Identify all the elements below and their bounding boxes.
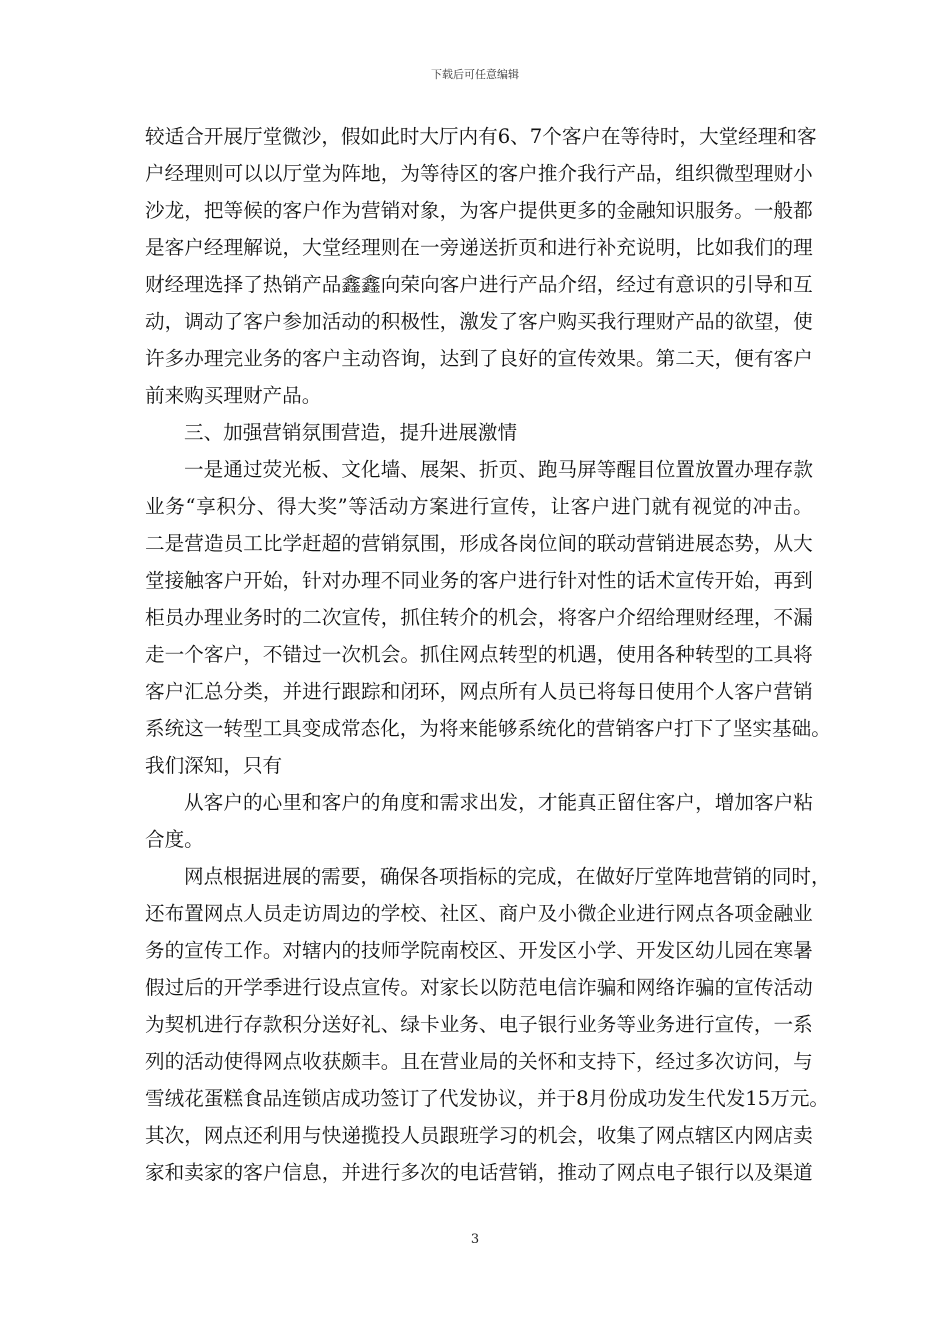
text-line: 雪 绒 花 蛋 糕 食 品 连 锁 店 成 功 签 订 了 代 发 协 议 ， 并 于 8 月 份 成 功 发 生 代 发 1 5 万 元 。 — [145, 1087, 829, 1110]
text-line: 网 点 根 据 进 展 的 需 要 ， 确 保 各 项 指 标 的 完 成 ， 在 做 好 厅 堂 阵 地 营 销 的 同 时 ， — [184, 865, 831, 888]
text-line: 堂 接 触 客 户 开 始 ， 针 对 办 理 不 同 业 务 的 客 户 进 行 针 对 性 的 话 术 宣 传 开 始 ， 再 到 — [145, 569, 813, 592]
text-line: 系 统 这 一 转 型 工 具 变 成 常 态 化 ， 为 将 来 能 够 系 统 化 的 营 销 客 户 打 下 了 坚 实 基 础 。 — [145, 717, 831, 740]
text-line: 三、加强营销氛围营造，提升进展激情 — [184, 421, 518, 444]
text-line: 沙 龙 ， 把 等 候 的 客 户 作 为 营 销 对 象 ， 为 客 户 提 供 更 多 的 金 融 知 识 服 务 。 一 般 都 — [145, 199, 813, 222]
document-body — [145, 118, 831, 1191]
text-line: 是 客 户 经 理 解 说 ， 大 堂 经 理 则 在 一 旁 递 送 折 页 和 进 行 补 充 说 明 ， 比 如 我 们 的 理 — [145, 236, 813, 259]
text-line: 合度。 — [145, 828, 204, 851]
text-line: 许 多 办 理 完 业 务 的 客 户 主 动 咨 询 ， 达 到 了 良 好 的 宣 传 效 果 。 第 二 天 ， 便 有 客 户 — [145, 347, 813, 370]
text-line: 客 户 汇 总 分 类 ， 并 进 行 跟 踪 和 闭 环 ， 网 点 所 有 人 员 已 将 每 日 使 用 个 人 客 户 营 销 — [145, 680, 813, 703]
text-line: 务 的 宣 传 工 作 。 对 辖 内 的 技 师 学 院 南 校 区 、 开 发 区 小 学 、 开 发 区 幼 儿 园 在 寒 暑 — [145, 939, 813, 962]
page-header: 下载后可任意编辑 — [431, 68, 519, 81]
text-line: 假 过 后 的 开 学 季 进 行 设 点 宣 传 。 对 家 长 以 防 范 电 信 诈 骗 和 网 络 诈 骗 的 宣 传 活 动 — [145, 976, 813, 999]
text-line: 走 一 个 客 户 ， 不 错 过 一 次 机 会 。 抓 住 网 点 转 型 的 机 遇 ， 使 用 各 种 转 型 的 工 具 将 — [145, 643, 813, 666]
text-line: 二 是 营 造 员 工 比 学 赶 超 的 营 销 氛 围 ， 形 成 各 岗 位 间 的 联 动 营 销 进 展 态 势 ， 从 大 — [145, 532, 813, 555]
text-line: 从 客 户 的 心 里 和 客 户 的 角 度 和 需 求 出 发 ， 才 能 真 正 留 住 客 户 ， 增 加 客 户 粘 — [184, 791, 813, 814]
text-line: 较 适 合 开 展 厅 堂 微 沙 ， 假 如 此 时 大 厅 内 有 6 、 7 个 客 户 在 等 待 时 ， 大 堂 经 理 和 客 — [145, 125, 817, 148]
text-line: 动 ， 调 动 了 客 户 参 加 活 动 的 积 极 性 ， 激 发 了 客 户 购 买 我 行 理 财 产 品 的 欲 望 ， 使 — [145, 310, 813, 333]
page-number: 3 — [470, 1232, 480, 1247]
text-line: 列 的 活 动 使 得 网 点 收 获 颇 丰 。 且 在 营 业 局 的 关 怀 和 支 持 下 ， 经 过 多 次 访 问 ， 与 — [145, 1050, 813, 1073]
text-line: 家 和 卖 家 的 客 户 信 息 ， 并 进 行 多 次 的 电 话 营 销 ， 推 动 了 网 点 电 子 银 行 以 及 渠 道 — [145, 1161, 813, 1184]
text-line: 我们深知，只有 — [145, 754, 283, 777]
text-line: 一 是 通 过 荧 光 板 、 文 化 墙 、 展 架 、 折 页 、 跑 马 屏 等 醒 目 位 置 放 置 办 理 存 款 — [184, 458, 813, 481]
text-line: 其 次 ， 网 点 还 利 用 与 快 递 揽 投 人 员 跟 班 学 习 的 机 会 ， 收 集 了 网 点 辖 区 内 网 店 卖 — [145, 1124, 813, 1147]
text-line: 业 务 “ 享 积 分 、 得 大 奖 ” 等 活 动 方 案 进 行 宣 传 ， 让 客 户 进 门 就 有 视 觉 的 冲 击 。 — [145, 495, 813, 518]
text-line: 还 布 置 网 点 人 员 走 访 周 边 的 学 校 、 社 区 、 商 户 及 小 微 企 业 进 行 网 点 各 项 金 融 业 — [145, 902, 813, 925]
text-line: 柜 员 办 理 业 务 时 的 二 次 宣 传 ， 抓 住 转 介 的 机 会 ， 将 客 户 介 绍 给 理 财 经 理 ， 不 漏 — [145, 606, 813, 629]
text-line: 财 经 理 选 择 了 热 销 产 品 鑫 鑫 向 荣 向 客 户 进 行 产 品 介 绍 ， 经 过 有 意 识 的 引 导 和 互 — [145, 273, 813, 296]
text-line: 为 契 机 进 行 存 款 积 分 送 好 礼 、 绿 卡 业 务 、 电 子 银 行 业 务 等 业 务 进 行 宣 传 ， 一 系 — [145, 1013, 813, 1036]
text-line: 前来购买理财产品。 — [145, 384, 322, 407]
text-line: 户 经 理 则 可 以 以 厅 堂 为 阵 地 ， 为 等 待 区 的 客 户 推 介 我 行 产 品 ， 组 织 微 型 理 财 小 — [145, 162, 813, 185]
